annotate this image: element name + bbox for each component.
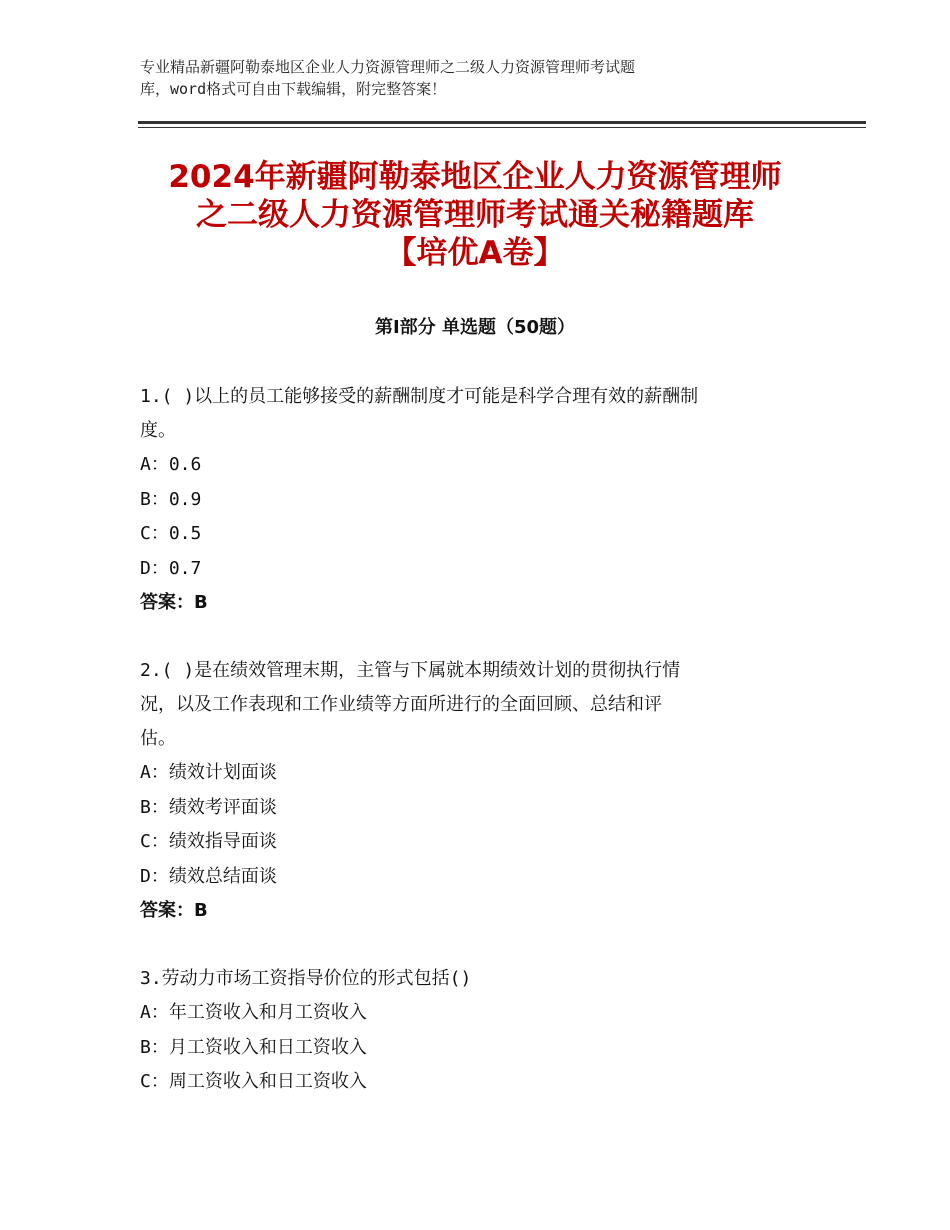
option-b: B：0.9 [140,488,202,510]
option-c: C：周工资收入和日工资收入 [140,1071,367,1092]
option-a: A：0.6 [140,454,202,475]
option-b: B：绩效考评面谈 [140,796,277,818]
question-stem-line: 况，以及工作表现和工作业绩等方面所进行的全面回顾、总结和评 [140,694,662,715]
option-d: D：绩效总结面谈 [140,865,277,887]
answer: 答案：B [140,900,208,921]
question-stem-line: 估。 [140,728,176,749]
question-list [140,380,820,1134]
header-divider-thick [138,121,866,124]
title-line: 之二级人力资源管理师考试通关秘籍题库 [196,197,754,233]
section-heading: 第Ⅰ部分 单选题（50题） [374,317,575,338]
option-c: C：绩效指导面谈 [140,831,277,852]
title-line: 2024年新疆阿勒泰地区企业人力资源管理师 [168,159,782,195]
option-c: C：0.5 [140,523,202,544]
question-stem-line: 1.( )以上的员工能够接受的薪酬制度才可能是科学合理有效的薪酬制 [140,386,699,407]
document-title [120,158,830,272]
question-stem-line: 度。 [140,420,176,441]
option-b: B：月工资收入和日工资收入 [140,1036,367,1058]
option-a: A：绩效计划面谈 [140,762,277,783]
question-3 [140,962,820,1100]
header-note-line: 专业精品新疆阿勒泰地区企业人力资源管理师之二级人力资源管理师考试题 [140,58,636,76]
title-line: 【培优A卷】 [385,235,565,271]
header-note [140,56,820,100]
header-divider-thin [138,127,866,128]
question-1 [140,380,820,620]
question-stem-line: 2.( )是在绩效管理末期，主管与下属就本期绩效计划的贯彻执行情 [140,660,681,681]
header-note-line: 库，word格式可自由下载编辑，附完整答案！ [140,80,447,98]
answer: 答案：B [140,592,208,613]
option-a: A：年工资收入和月工资收入 [140,1002,367,1023]
option-d: D：0.7 [140,557,202,579]
question-stem-line: 3.劳动力市场工资指导价位的形式包括() [140,968,472,989]
question-2 [140,654,820,928]
